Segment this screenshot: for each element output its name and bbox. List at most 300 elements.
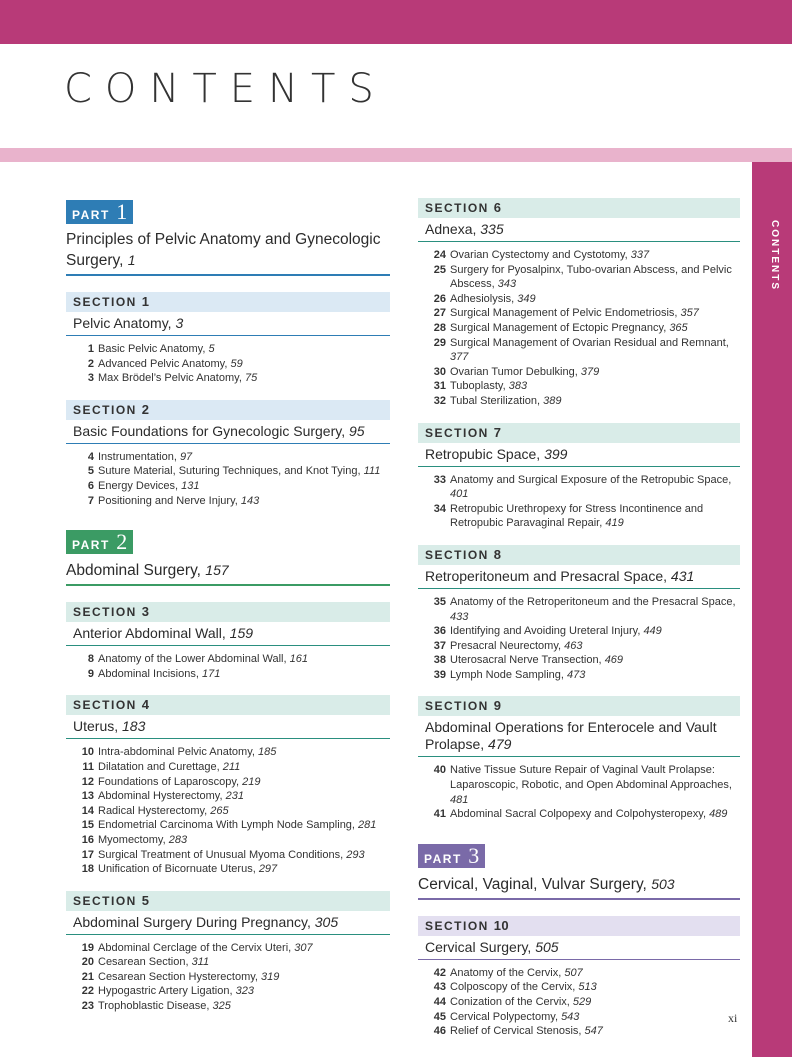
section-number: 4 xyxy=(141,697,150,713)
chapter-number: 33 xyxy=(433,473,446,486)
chapter-page: 297 xyxy=(258,863,278,876)
chapter-title xyxy=(98,862,390,877)
section-block xyxy=(418,423,740,531)
chapter-title-text: Colposcopy of the Cervix, xyxy=(450,981,576,994)
chapter-entry[interactable] xyxy=(418,321,740,336)
chapter-title-text: Ovarian Tumor Debulking, xyxy=(450,365,578,378)
chapter-number: 40 xyxy=(433,764,446,777)
chapter-entry[interactable] xyxy=(418,624,740,639)
chapter-entry[interactable] xyxy=(66,342,390,357)
part-title xyxy=(66,554,390,584)
section-block xyxy=(418,198,740,409)
section-page: 95 xyxy=(349,422,365,439)
chapter-title-text: Radical Hysterectomy, xyxy=(98,804,208,817)
chapter-number: 12 xyxy=(81,775,94,788)
chapter-number: 34 xyxy=(433,502,446,515)
chapter-title xyxy=(98,804,390,819)
chapter-title xyxy=(450,502,740,531)
section-bar xyxy=(418,198,740,218)
chapter-title-text: Adhesiolysis, xyxy=(450,292,515,305)
chapter-number: 19 xyxy=(81,941,94,954)
chapter-number: 13 xyxy=(81,790,94,803)
part-number: 1 xyxy=(116,199,128,224)
chapter-title-text: Tuboplasty, xyxy=(450,380,506,393)
part-heading xyxy=(66,200,390,276)
section-page: 3 xyxy=(175,315,184,331)
chapter-title-text: Dilatation and Curettage, xyxy=(98,760,220,773)
section-bar xyxy=(66,695,390,715)
chapter-title-text: Conization of the Cervix, xyxy=(450,996,570,1009)
chapter-title-text: Anatomy of the Cervix, xyxy=(450,966,562,979)
chapter-number: 20 xyxy=(81,956,94,969)
chapter-title-text: Endometrial Carcinoma With Lymph Node Sampling, xyxy=(98,819,355,832)
part-page: 503 xyxy=(651,875,675,892)
chapter-title xyxy=(98,342,390,357)
chapter-page: 283 xyxy=(168,833,188,846)
chapter-title-text: Retropubic Urethropexy for Stress Incontinence and Retropubic Paravaginal Repair, xyxy=(450,502,704,530)
section-page: 183 xyxy=(122,718,146,735)
chapter-entry[interactable] xyxy=(66,667,390,682)
chapter-page: 75 xyxy=(244,372,258,385)
section-title-text: Uterus, xyxy=(73,718,119,735)
chapter-number: 17 xyxy=(81,848,94,861)
chapter-title-text: Hypogastric Artery Ligation, xyxy=(98,985,233,998)
chapter-title-text: Abdominal Cerclage of the Cervix Uteri, xyxy=(98,941,292,954)
section-page: 431 xyxy=(670,567,695,584)
section-word: SECTION xyxy=(425,425,489,440)
chapter-title xyxy=(98,818,390,833)
section-number: 10 xyxy=(493,917,510,933)
section-title xyxy=(66,715,390,739)
section-number: 3 xyxy=(141,604,150,620)
chapter-page: 265 xyxy=(210,804,229,817)
chapter-entry[interactable] xyxy=(66,818,390,833)
chapter-list xyxy=(418,242,740,409)
chapter-title-text: Energy Devices, xyxy=(98,479,179,492)
chapter-title xyxy=(98,760,390,775)
section-block xyxy=(66,891,390,1014)
chapter-entry[interactable] xyxy=(66,970,390,985)
chapter-number: 2 xyxy=(87,357,94,370)
chapter-title-text: Ovarian Cystectomy and Cystotomy, xyxy=(450,249,628,261)
chapter-entry[interactable] xyxy=(418,248,740,263)
chapter-entry[interactable] xyxy=(66,652,390,667)
section-word: SECTION xyxy=(73,893,137,908)
chapter-entry[interactable] xyxy=(418,807,740,822)
chapter-list xyxy=(418,960,740,1039)
chapter-title-text: Uterosacral Nerve Transection, xyxy=(450,654,602,667)
section-title xyxy=(418,936,740,960)
section-page: 479 xyxy=(488,736,512,753)
chapter-page: 463 xyxy=(564,639,583,652)
section-title xyxy=(66,312,390,336)
chapter-title xyxy=(98,789,390,804)
chapter-page: 281 xyxy=(358,819,377,832)
section-number: 7 xyxy=(493,424,502,440)
chapter-entry[interactable] xyxy=(418,1010,740,1025)
chapter-title xyxy=(450,995,740,1010)
chapter-entry[interactable] xyxy=(418,1024,740,1039)
chapter-page: 469 xyxy=(604,654,624,667)
chapter-title-text: Surgical Management of Pelvic Endometriosis, xyxy=(450,307,678,320)
top-color-band xyxy=(0,0,792,44)
part-badge xyxy=(66,200,133,224)
chapter-number: 25 xyxy=(433,263,446,276)
section-word: SECTION xyxy=(73,605,137,620)
section-bar xyxy=(418,696,740,716)
chapter-number: 44 xyxy=(433,996,446,1009)
section-number: 5 xyxy=(141,892,150,908)
chapter-title-text: Advanced Pelvic Anatomy, xyxy=(98,357,228,370)
chapter-title xyxy=(450,639,740,654)
chapter-page: 111 xyxy=(363,465,381,478)
chapter-entry[interactable] xyxy=(418,668,740,683)
chapter-title-text: Cesarean Section Hysterectomy, xyxy=(98,970,258,983)
header-accent-strip xyxy=(0,148,792,162)
part-title xyxy=(418,868,740,898)
chapter-page: 349 xyxy=(517,292,536,305)
section-number: 8 xyxy=(493,546,502,562)
chapter-title-text: Surgical Management of Ovarian Residual and Remnant, xyxy=(450,336,729,349)
part-badge xyxy=(66,530,133,554)
chapter-title xyxy=(98,371,390,386)
section-page: 335 xyxy=(480,221,504,237)
section-page: 159 xyxy=(229,625,254,642)
part-rule xyxy=(66,584,390,586)
chapter-title xyxy=(450,394,740,409)
chapter-title xyxy=(98,970,390,985)
chapter-title xyxy=(98,450,390,465)
part-title-text: Principles of Pelvic Anatomy and Gynecologic Surgery, xyxy=(66,231,381,269)
chapter-title xyxy=(450,807,740,822)
chapter-entry[interactable] xyxy=(418,653,740,668)
section-title-text: Basic Foundations for Gynecologic Surgery, xyxy=(73,422,346,439)
chapter-title xyxy=(98,955,390,970)
chapter-number: 10 xyxy=(81,746,94,759)
chapter-page: 473 xyxy=(567,668,586,681)
section-bar xyxy=(418,916,740,936)
chapter-number: 8 xyxy=(87,653,94,666)
section-title-text: Anterior Abdominal Wall, xyxy=(73,625,226,642)
chapter-list xyxy=(418,589,740,683)
part-title-text: Abdominal Surgery, xyxy=(66,562,201,580)
chapter-entry[interactable] xyxy=(418,966,740,981)
section-word: SECTION xyxy=(425,699,489,714)
chapter-title xyxy=(98,479,390,494)
chapter-title-text: Trophoblastic Disease, xyxy=(98,1000,210,1013)
chapter-title-text: Basic Pelvic Anatomy, xyxy=(98,343,206,355)
chapter-title xyxy=(98,848,390,863)
chapter-number: 18 xyxy=(81,863,94,876)
section-block xyxy=(66,292,390,386)
chapter-page: 325 xyxy=(212,1000,231,1013)
chapter-entry[interactable] xyxy=(418,292,740,307)
section-title-text: Pelvic Anatomy, xyxy=(73,315,172,331)
chapter-number: 36 xyxy=(433,625,446,638)
chapter-page: 337 xyxy=(630,249,650,261)
section-bar xyxy=(418,545,740,565)
chapter-number: 38 xyxy=(433,654,446,667)
chapter-title xyxy=(450,1024,740,1039)
chapter-title xyxy=(450,292,740,307)
section-title-text: Retropubic Space, xyxy=(425,445,541,462)
chapter-page: 357 xyxy=(680,307,699,320)
chapter-entry[interactable] xyxy=(66,789,390,804)
chapter-title xyxy=(98,464,390,479)
chapter-title xyxy=(98,999,390,1014)
part-number: 3 xyxy=(468,842,480,868)
part-heading xyxy=(418,844,740,900)
chapter-title-text: Cervical Polypectomy, xyxy=(450,1010,558,1023)
chapter-number: 9 xyxy=(87,667,94,680)
chapter-entry[interactable] xyxy=(418,639,740,654)
chapter-entry[interactable] xyxy=(66,775,390,790)
chapter-number: 21 xyxy=(81,970,94,983)
chapter-page: 185 xyxy=(258,746,277,759)
chapter-number: 42 xyxy=(433,966,446,979)
chapter-list xyxy=(418,757,740,821)
chapter-list xyxy=(418,467,740,531)
chapter-title xyxy=(450,263,740,292)
chapter-entry[interactable] xyxy=(66,479,390,494)
section-title-text: Abdominal Surgery During Pregnancy, xyxy=(73,913,311,930)
chapter-page: 389 xyxy=(543,394,562,407)
part-word: PART xyxy=(424,851,462,866)
chapter-entry[interactable] xyxy=(66,371,390,386)
chapter-entry[interactable] xyxy=(66,745,390,760)
chapter-title-text: Tubal Sterilization, xyxy=(450,394,541,407)
chapter-title xyxy=(98,833,390,848)
chapter-page: 377 xyxy=(450,351,469,364)
chapter-title-text: Abdominal Incisions, xyxy=(98,667,199,680)
chapter-page: 543 xyxy=(561,1010,580,1023)
chapter-entry[interactable] xyxy=(418,595,740,624)
chapter-title-text: Abdominal Hysterectomy, xyxy=(98,790,223,803)
toc-column-right xyxy=(418,198,740,1053)
chapter-title xyxy=(98,775,390,790)
section-number: 6 xyxy=(493,200,502,215)
chapter-page: 143 xyxy=(240,494,260,507)
chapter-title-text: Surgical Management of Ectopic Pregnancy, xyxy=(450,321,667,334)
section-word: SECTION xyxy=(73,295,137,309)
page-number: xi xyxy=(728,1011,738,1025)
section-word: SECTION xyxy=(73,402,137,417)
chapter-title xyxy=(450,763,740,807)
chapter-list xyxy=(66,336,390,386)
chapter-number: 5 xyxy=(87,465,94,478)
chapter-number: 14 xyxy=(81,804,94,817)
section-word: SECTION xyxy=(425,201,489,215)
chapter-entry[interactable] xyxy=(66,357,390,372)
chapter-number: 4 xyxy=(87,450,94,463)
chapter-number: 3 xyxy=(87,372,94,385)
chapter-entry[interactable] xyxy=(418,306,740,321)
chapter-title xyxy=(98,494,390,509)
chapter-title xyxy=(450,379,740,394)
chapter-entry[interactable] xyxy=(418,995,740,1010)
chapter-title xyxy=(98,667,390,682)
chapter-page: 383 xyxy=(508,380,528,393)
part-page: 157 xyxy=(205,562,229,579)
section-number: 2 xyxy=(141,401,150,417)
chapter-entry[interactable] xyxy=(66,450,390,465)
section-block xyxy=(418,916,740,1039)
chapter-number: 6 xyxy=(87,479,94,492)
chapter-title-text: Anatomy of the Retroperitoneum and the Presacral Space, xyxy=(450,595,736,608)
chapter-title-text: Presacral Neurectomy, xyxy=(450,639,562,652)
chapter-entry[interactable] xyxy=(418,365,740,380)
chapter-entry[interactable] xyxy=(418,336,740,365)
chapter-title xyxy=(98,652,390,667)
chapter-number: 24 xyxy=(433,249,446,261)
chapter-entry[interactable] xyxy=(66,941,390,956)
chapter-page: 311 xyxy=(191,956,210,969)
chapter-number: 31 xyxy=(433,380,446,393)
chapter-entry[interactable] xyxy=(66,494,390,509)
section-title-text: Adnexa, xyxy=(425,221,477,237)
chapter-page: 481 xyxy=(450,793,469,806)
chapter-entry[interactable] xyxy=(418,763,740,807)
chapter-title xyxy=(450,336,740,365)
part-badge xyxy=(418,844,485,868)
chapter-entry[interactable] xyxy=(418,263,740,292)
chapter-title-text: Identifying and Avoiding Ureteral Injury, xyxy=(450,625,641,638)
chapter-page: 343 xyxy=(497,278,517,291)
section-word: SECTION xyxy=(425,547,489,562)
section-title xyxy=(418,443,740,467)
section-number: 9 xyxy=(493,698,502,714)
chapter-number: 35 xyxy=(433,595,446,608)
chapter-title xyxy=(98,984,390,999)
section-bar xyxy=(418,423,740,443)
chapter-page: 513 xyxy=(578,981,597,994)
chapter-page: 319 xyxy=(261,970,280,983)
chapter-title xyxy=(450,966,740,981)
chapter-page: 379 xyxy=(580,365,600,378)
section-block xyxy=(418,696,740,821)
section-bar xyxy=(66,292,390,312)
section-title xyxy=(66,622,390,646)
chapter-title-text: Intra-abdominal Pelvic Anatomy, xyxy=(98,746,255,759)
part-rule xyxy=(66,274,390,276)
part-word: PART xyxy=(72,208,110,222)
chapter-page: 547 xyxy=(584,1025,603,1038)
chapter-page: 97 xyxy=(179,450,193,463)
part-rule xyxy=(418,898,740,900)
part-page: 1 xyxy=(127,252,136,268)
chapter-entry[interactable] xyxy=(66,862,390,877)
section-word: SECTION xyxy=(425,918,489,933)
chapter-page: 507 xyxy=(564,966,583,979)
section-title xyxy=(66,911,390,935)
chapter-entry[interactable] xyxy=(418,502,740,531)
chapter-page: 131 xyxy=(181,479,200,492)
chapter-title xyxy=(450,306,740,321)
chapter-title xyxy=(450,1010,740,1025)
chapter-number: 7 xyxy=(87,494,94,507)
chapter-entry[interactable] xyxy=(418,980,740,995)
chapter-entry[interactable] xyxy=(418,379,740,394)
chapter-number: 29 xyxy=(433,336,446,349)
chapter-number: 22 xyxy=(81,985,94,998)
chapter-entry[interactable] xyxy=(66,760,390,775)
section-title xyxy=(418,218,740,242)
chapter-entry[interactable] xyxy=(66,464,390,479)
chapter-title-text: Foundations of Laparoscopy, xyxy=(98,775,240,788)
part-title xyxy=(66,224,390,274)
chapter-number: 43 xyxy=(433,981,446,994)
chapter-list xyxy=(66,646,390,681)
section-page: 505 xyxy=(535,938,559,955)
chapter-entry[interactable] xyxy=(418,473,740,502)
chapter-title xyxy=(450,668,740,683)
chapter-title-text: Positioning and Nerve Injury, xyxy=(98,494,238,507)
chapter-entry[interactable] xyxy=(66,848,390,863)
chapter-title-text: Unification of Bicornuate Uterus, xyxy=(98,863,256,876)
section-word: SECTION xyxy=(73,698,137,713)
chapter-page: 401 xyxy=(450,488,469,501)
chapter-title-text: Suture Material, Suturing Techniques, and Knot Tying, xyxy=(98,465,361,478)
chapter-page: 365 xyxy=(669,321,688,334)
chapter-entry[interactable] xyxy=(66,804,390,819)
section-page: 305 xyxy=(314,913,339,930)
section-title xyxy=(418,716,740,757)
chapter-title xyxy=(450,473,740,502)
chapter-title xyxy=(450,248,740,263)
chapter-number: 23 xyxy=(81,1000,94,1013)
chapter-number: 30 xyxy=(433,365,446,378)
section-block xyxy=(66,695,390,876)
chapter-entry[interactable] xyxy=(66,984,390,999)
chapter-title-text: Relief of Cervical Stenosis, xyxy=(450,1025,582,1038)
section-title-text: Cervical Surgery, xyxy=(425,938,532,955)
chapter-number: 28 xyxy=(433,321,446,334)
chapter-title-text: Surgery for Pyosalpinx, Tubo-ovarian Abscess, and Pelvic Abscess, xyxy=(450,263,732,291)
chapter-entry[interactable] xyxy=(66,833,390,848)
chapter-title-text: Surgical Treatment of Unusual Myoma Conditions, xyxy=(98,848,344,861)
part-heading xyxy=(66,530,390,586)
chapter-title-text: Max Brödel’s Pelvic Anatomy, xyxy=(98,372,242,385)
section-title-text: Abdominal Operations for Enterocele and Vault Prolapse, xyxy=(425,719,717,753)
chapter-entry[interactable] xyxy=(66,955,390,970)
section-bar xyxy=(66,891,390,911)
chapter-title-text: Myomectomy, xyxy=(98,833,166,846)
side-tab-label: CONTENTS xyxy=(769,220,780,291)
chapter-page: 171 xyxy=(201,667,221,680)
section-title xyxy=(66,420,390,444)
chapter-title xyxy=(450,653,740,668)
chapter-number: 32 xyxy=(433,394,446,407)
section-block xyxy=(418,545,740,683)
chapter-entry[interactable] xyxy=(418,394,740,409)
chapter-number: 37 xyxy=(433,639,446,652)
chapter-title xyxy=(98,941,390,956)
chapter-title-text: Anatomy and Surgical Exposure of the Retropubic Space, xyxy=(450,473,732,486)
chapter-page: 161 xyxy=(289,653,308,666)
chapter-title-text: Native Tissue Suture Repair of Vaginal Vault Prolapse: Laparoscopic, Robotic, and Open Abdominal Approaches, xyxy=(450,764,732,792)
chapter-entry[interactable] xyxy=(66,999,390,1014)
chapter-number: 41 xyxy=(433,808,446,821)
page-title: CONTENTS xyxy=(64,66,387,112)
chapter-number: 1 xyxy=(87,343,94,355)
chapter-title-text: Lymph Node Sampling, xyxy=(450,668,564,681)
chapter-list xyxy=(66,739,390,876)
chapter-title xyxy=(450,595,740,624)
chapter-page: 211 xyxy=(222,760,241,773)
chapter-number: 16 xyxy=(81,833,94,846)
chapter-number: 15 xyxy=(81,819,94,832)
chapter-number: 39 xyxy=(433,668,446,681)
